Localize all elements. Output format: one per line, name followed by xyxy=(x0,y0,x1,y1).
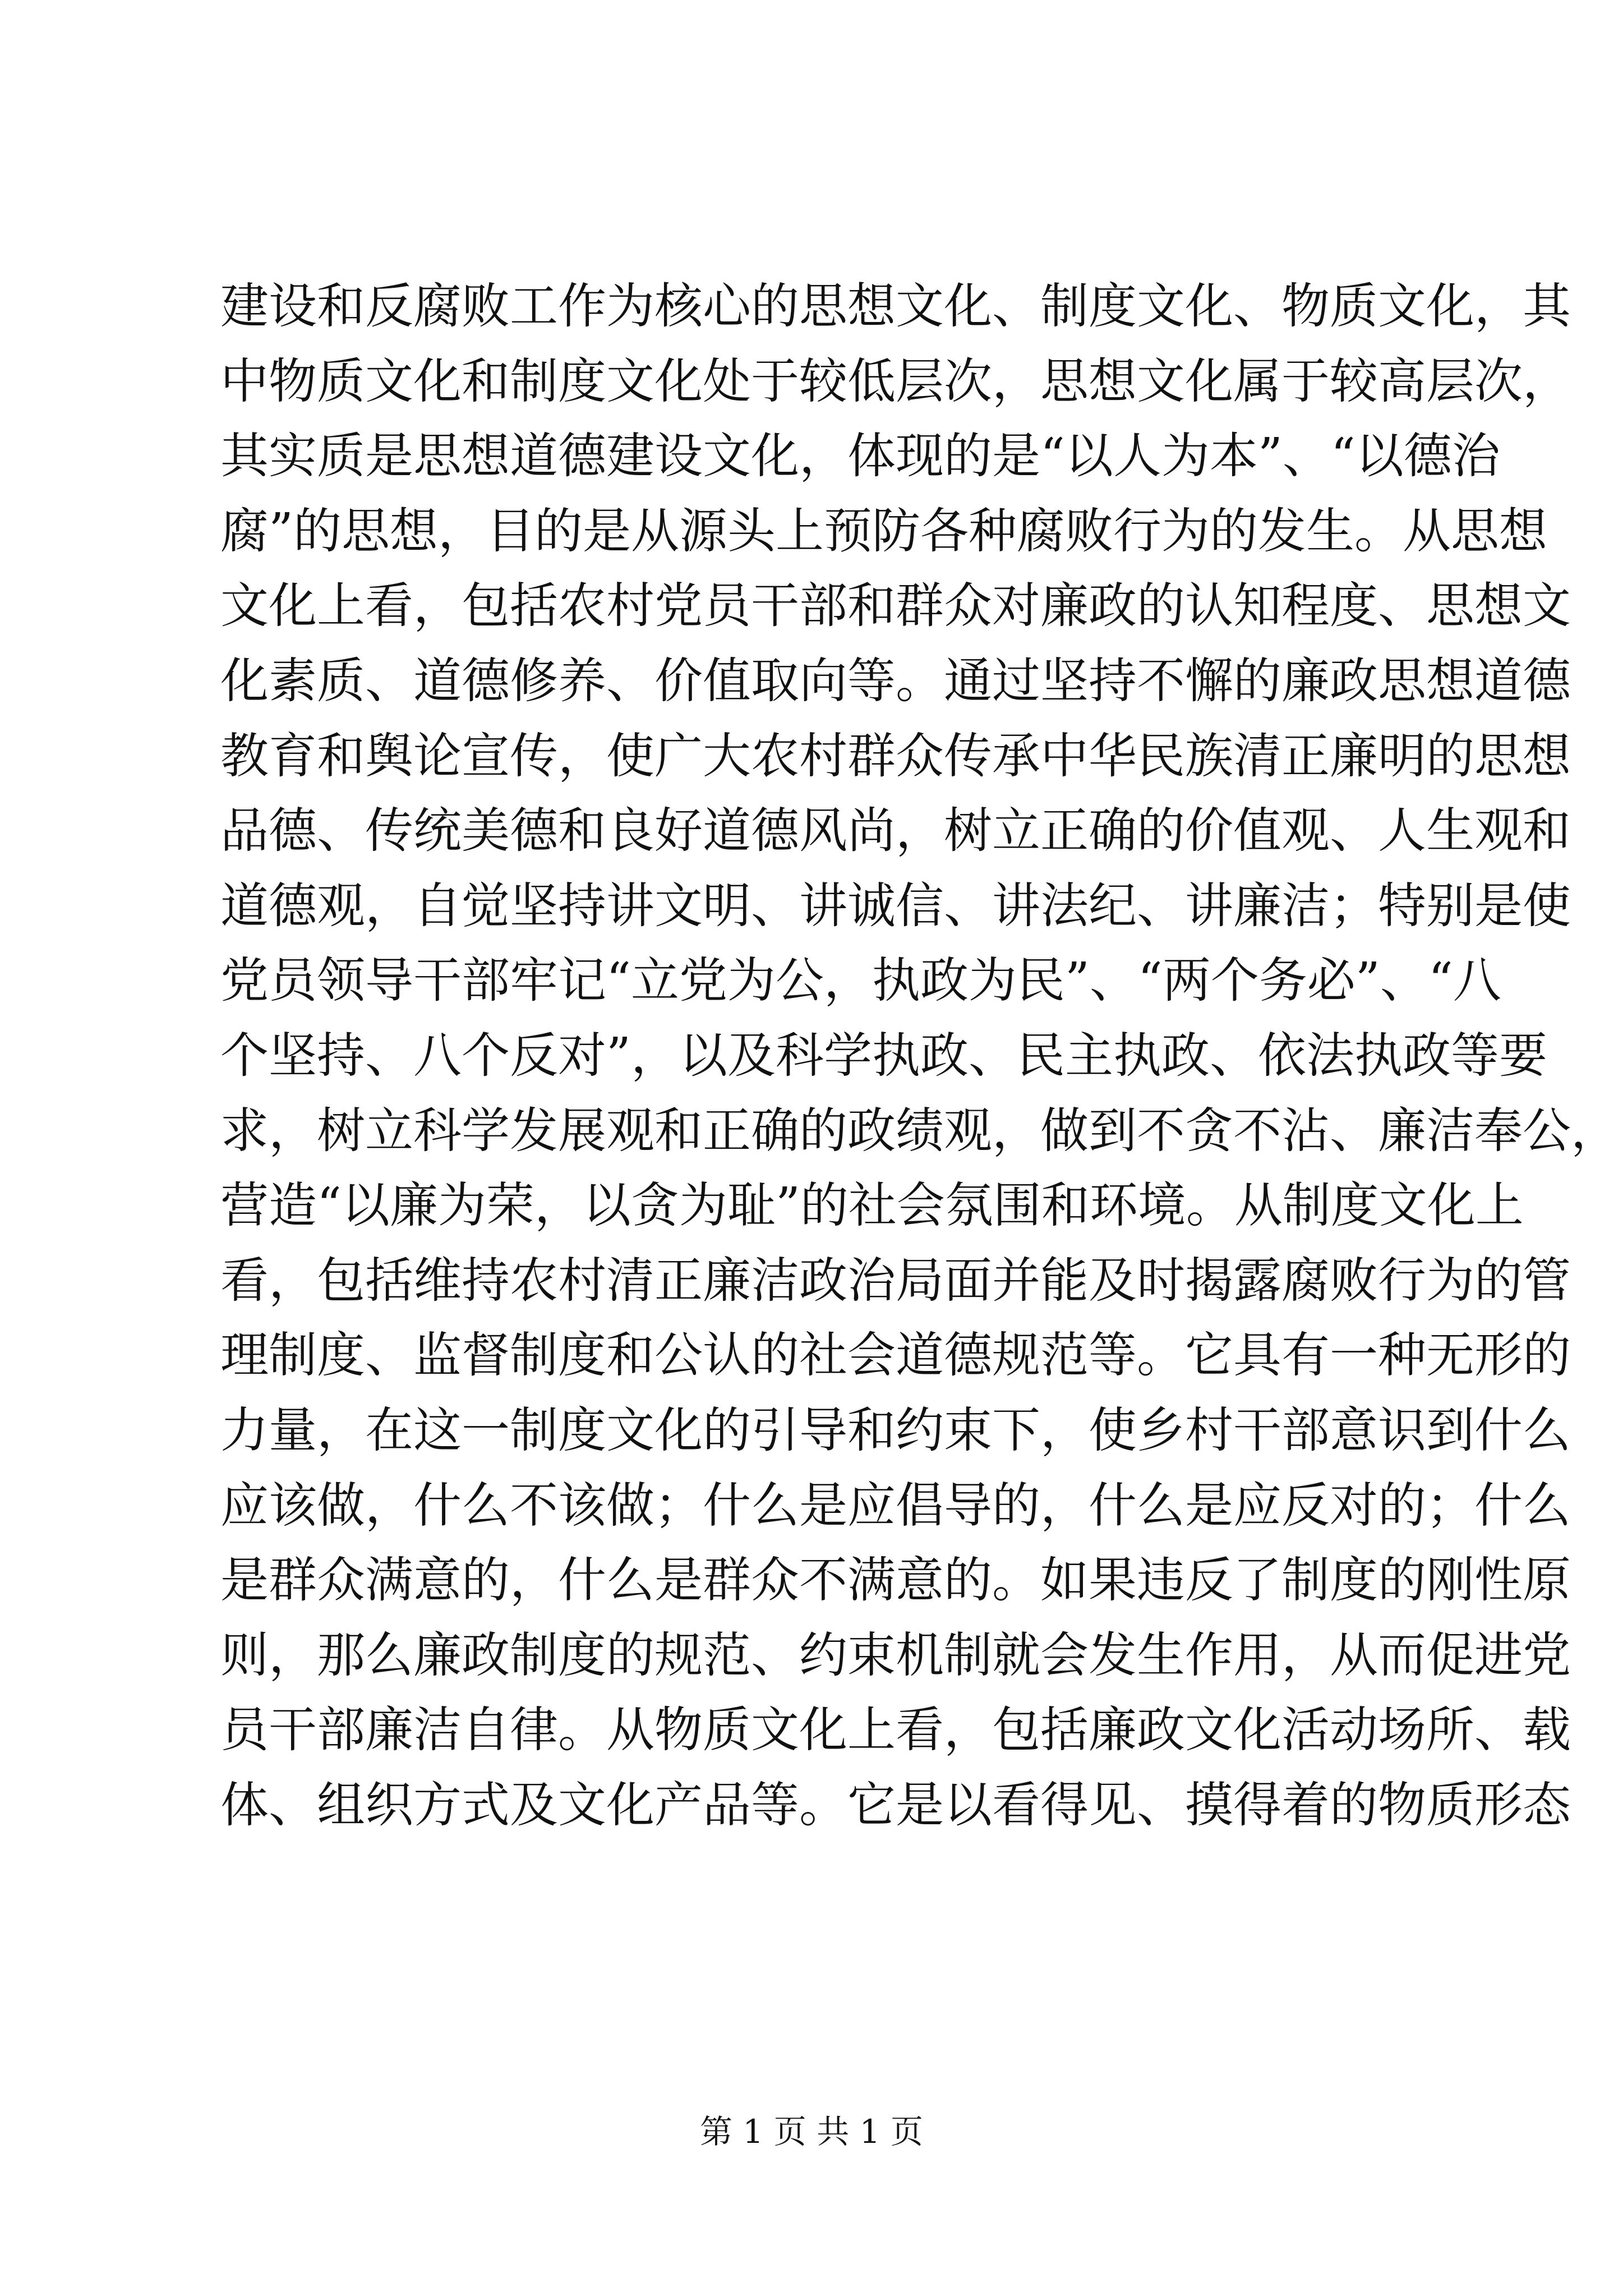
text-line-7: 教育和舆论宣传，使广大农村群众传承中华民族清正廉明的思想 xyxy=(220,728,1571,784)
text-line-12: 求，树立科学发展观和正确的政绩观，做到不贪不沾、廉洁奉公， xyxy=(220,1102,1619,1159)
text-line-17: 应该做，什么不该做；什么是应倡导的，什么是应反对的；什么 xyxy=(220,1477,1571,1534)
text-line-20: 员干部廉洁自律。从物质文化上看，包括廉政文化活动场所、载 xyxy=(220,1702,1571,1759)
text-line-16: 力量，在这一制度文化的引导和约束下，使乡村干部意识到什么 xyxy=(220,1402,1571,1458)
text-line-19: 则，那么廉政制度的规范、约束机制就会发生作用，从而促进党 xyxy=(220,1627,1571,1683)
text-line-13: 营造“以廉为荣，以贪为耻”的社会氛围和环境。从制度文化上 xyxy=(220,1177,1524,1234)
text-line-3: 其实质是思想道德建设文化，体现的是“以人为本”、“以德治 xyxy=(220,428,1500,485)
page-number-label: 第 1 页 共 1 页 xyxy=(700,2113,923,2151)
text-line-6: 化素质、道德修养、价值取向等。通过坚持不懈的廉政思想道德 xyxy=(220,652,1571,709)
text-line-9: 道德观，自觉坚持讲文明、讲诚信、讲法纪、讲廉洁；特别是使 xyxy=(220,877,1571,934)
text-line-5: 文化上看，包括农村党员干部和群众对廉政的认知程度、思想文 xyxy=(220,578,1571,634)
text-line-21: 体、组织方式及文化产品等。它是以看得见、摸得着的物质形态 xyxy=(220,1777,1571,1833)
page-footer xyxy=(0,2109,1623,2154)
text-line-2: 中物质文化和制度文化处于较低层次，思想文化属于较高层次， xyxy=(220,353,1571,409)
text-line-11: 个坚持、八个反对”，以及科学执政、民主执政、依法执政等要 xyxy=(220,1027,1547,1084)
text-line-14: 看，包括维持农村清正廉洁政治局面并能及时揭露腐败行为的管 xyxy=(220,1252,1571,1309)
text-line-1: 建设和反腐败工作为核心的思想文化、制度文化、物质文化，其 xyxy=(220,278,1571,334)
document-body xyxy=(220,269,1619,1843)
text-line-15: 理制度、监督制度和公认的社会道德规范等。它具有一种无形的 xyxy=(220,1327,1571,1384)
text-line-8: 品德、传统美德和良好道德风尚，树立正确的价值观、人生观和 xyxy=(220,803,1571,859)
text-line-10: 党员领导干部牢记“立党为公，执政为民”、“两个务必”、“八 xyxy=(220,953,1501,1009)
text-line-18: 是群众满意的，什么是群众不满意的。如果违反了制度的刚性原 xyxy=(220,1552,1571,1609)
text-line-4: 腐”的思想，目的是从源头上预防各种腐败行为的发生。从思想 xyxy=(220,503,1547,559)
